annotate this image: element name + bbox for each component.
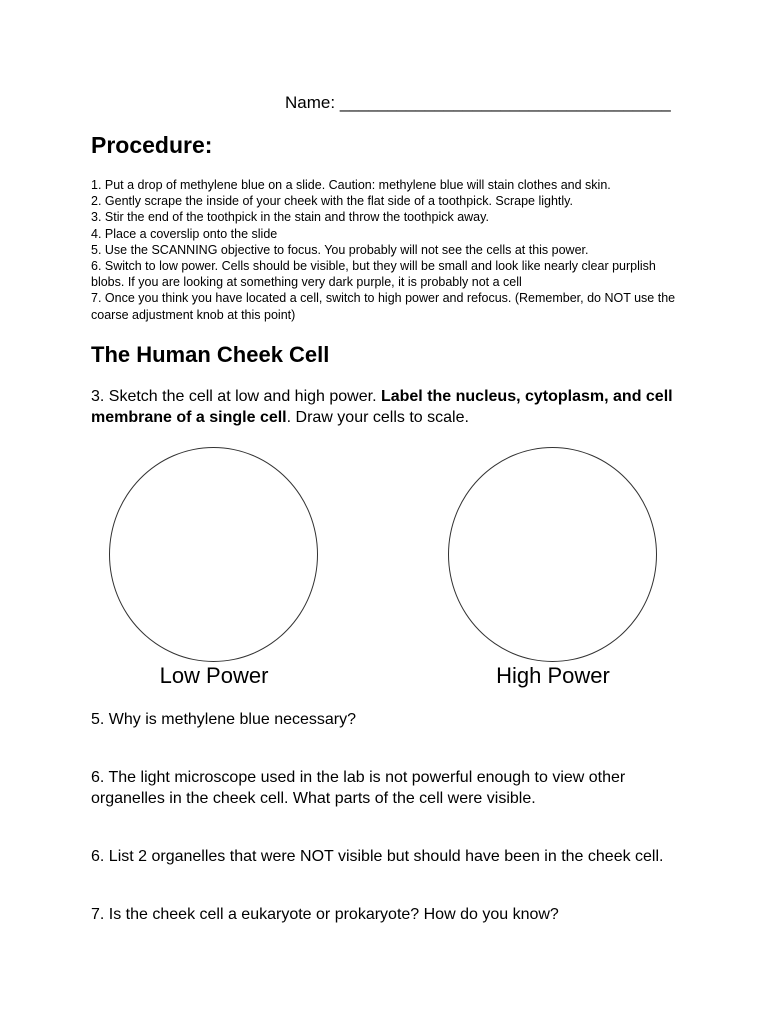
question-3: [91, 387, 691, 428]
question-6-visible-parts: 6. The light microscope used in the lab is not powerful enough to view other organelles in the cheek cell. What parts of the cell were visible.: [91, 769, 626, 807]
name-label: Name:: [285, 93, 336, 112]
procedure-step: 6. Switch to low power. Cells should be visible, but they will be small and look like nearly clear purplish blobs. If you are looking at something very dark purple, it is probably not a cell: [91, 259, 656, 290]
low-power-caption: Low Power: [159, 663, 269, 688]
procedure-list: [91, 177, 691, 323]
procedure-heading: Procedure:: [91, 132, 213, 158]
procedure-step: 7. Once you think you have located a cell, switch to high power and refocus. (Remember, do NOT use the coarse adjustment knob at this point): [91, 291, 676, 322]
question-3-bold-text: Label the nucleus, cytoplasm, and cell membrane of a single cell: [91, 388, 673, 426]
high-power-drawing-circle[interactable]: [448, 447, 657, 662]
procedure-step: 1. Put a drop of methylene blue on a slide. Caution: methylene blue will stain clothes and skin.: [91, 178, 611, 192]
name-blank[interactable]: ___________________________________: [339, 93, 671, 112]
question-7: 7. Is the cheek cell a eukaryote or prokaryote? How do you know?: [91, 906, 559, 923]
procedure-step: 3. Stir the end of the toothpick in the stain and throw the toothpick away.: [91, 210, 489, 225]
question-6-organelles: 6. List 2 organelles that were NOT visible but should have been in the cheek cell.: [91, 848, 664, 865]
question-5: 5. Why is methylene blue necessary?: [91, 711, 357, 728]
question-3-text: 3. Sketch the cell at low and high power.: [91, 388, 381, 405]
procedure-step: 2. Gently scrape the inside of your cheek with the flat side of a toothpick. Scrape lightly.: [91, 194, 573, 209]
cheek-cell-heading: The Human Cheek Cell: [91, 342, 330, 367]
name-field-line[interactable]: [285, 93, 671, 113]
procedure-step: 5. Use the SCANNING objective to focus. You probably will not see the cells at this power.: [91, 242, 589, 257]
high-power-caption: High Power: [496, 663, 610, 688]
low-power-drawing-circle[interactable]: [109, 447, 318, 662]
procedure-step: 4. Place a coverslip onto the slide: [91, 226, 278, 241]
question-3-end-text: . Draw your cells to scale.: [286, 408, 469, 426]
